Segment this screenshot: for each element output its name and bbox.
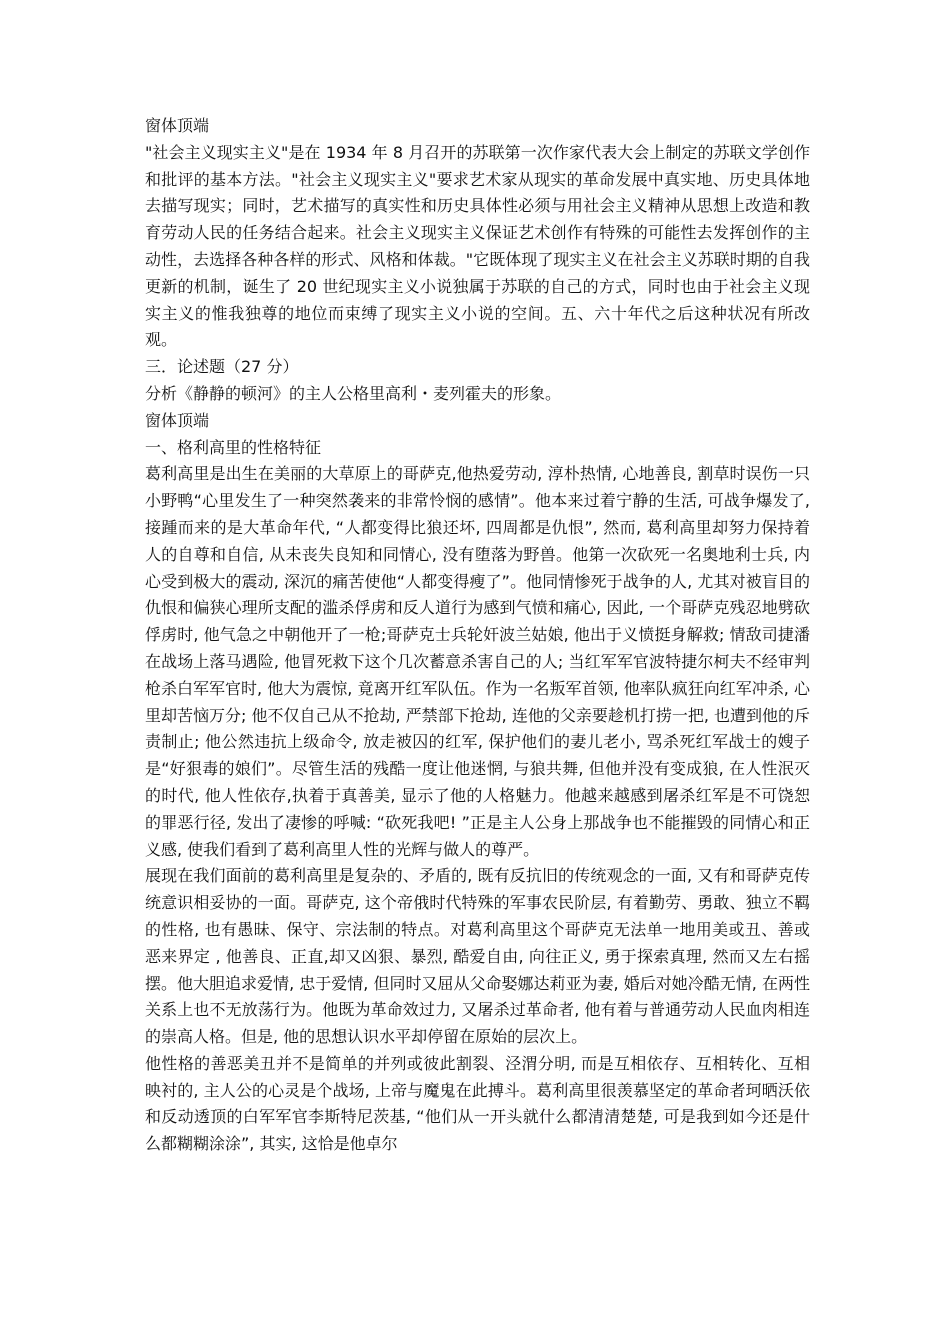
subheading-character-traits: 一、格利高里的性格特征 — [145, 437, 322, 457]
paragraph-socialist-realism: "社会主义现实主义"是在 1934 年 8 月召开的苏联第一次作家代表大会上制定的苏联文学创作和批评的基本方法。"社会主义现实主义"要求艺术家从现实的革命发展中真实地、历史具体地去描写现实；同时，艺术描写的真实性和历史具体性必须与用社会主义精神从思想上改造和教育劳动人民的任务结合起来。社会主义现实主义保证艺术创作有特殊的可能性去发挥创作的主动性，去选择各种各样的形式、风格和体裁。"它既体现了现实主义在社会主义苏联时期的自我更新的机制，诞生了 20 世纪现实主义小说独属于苏联的自己的方式，同时也由于社会主义现实主义的惟我独尊的地位而束缚了现实主义小说的空间。五、六十年代之后这种状况有所改观。 — [145, 142, 810, 350]
paragraph-traits-humanity: 葛利高里是出生在美丽的大草原上的哥萨克,他热爱劳动, 淳朴热情, 心地善良, 割草时误伤一只小野鸭“心里发生了一种突然袭来的非常怜悯的感情”。他本来过着宁静的生活, 可战争爆发了, 接踵而来的是大革命年代, “人都变得比狼还坏, 四周都是仇恨”, 然而, 葛利高里却努力保持着人的自尊和自信, 从未丧失良知和同情心, 没有堕落为野兽。他第一次砍死一名奥地利士兵, 内心受到极大的震动, 深沉的痛苦使他“人都变得瘦了”。他同情惨死于战争的人, 尤其对被盲目的仇恨和偏狭心理所支配的滥杀俘虏和反人道行为感到气愤和痛心, 因此, 一个哥萨克残忍地劈砍俘虏时, 他气急之中朝他开了一枪;哥萨克士兵轮奸波兰姑娘, 他出于义愤挺身解救; 情敌司捷潘在战场上落马遇险, 他冒死救下这个几次蓄意杀害自己的人; 当红军军官波特捷尔柯夫不经审判枪杀白军军官时, 他大为震惊, 竟离开红军队伍。作为一名叛军首领, 他率队疯狂向红军冲杀, 心里却苦恼万分; 他不仅自己从不抢劫, 严禁部下抢劫, 连他的父亲要趁机打捞一把, 也遭到他的斥责制止; 他公然违抗上级命令, 放走被囚的红军, 保护他们的妻儿老小, 骂杀死红军战士的嫂子是“好狠毒的娘们”。尽管生活的残酷一度让他迷惘, 与狼共舞, 但他并没有变成狼, 在人性泯灭的时代, 他人性依存,执着于真善美, 显示了他的人格魅力。他越来越感到屠杀红军是不可饶恕的罪恶行径, 发出了凄惨的呼喊: “砍死我吧! ”正是主人公身上那战争也不能摧毁的同情心和正义感, 使我们看到了葛利高里人性的光辉与做人的尊严。 — [145, 464, 810, 859]
paragraph-traits-contradiction: 他性格的善恶美丑并不是简单的并列或彼此割裂、泾渭分明, 而是互相依存、互相转化、互相映衬的, 主人公的心灵是个战场, 上帝与魔鬼在此搏斗。葛利高里很羡慕坚定的革命者珂晒沃依和反动透顶的白军军官李斯特尼茨基, “他们从一开头就什么都清清楚楚, 可是我到如今还是什么都糊糊涂涂”, 其实, 这恰是他卓尔 — [145, 1053, 810, 1154]
section-heading-essay: 三．论述题（27 分） — [145, 357, 299, 377]
paragraph-traits-complexity: 展现在我们面前的葛利高里是复杂的、矛盾的, 既有反抗旧的传统观念的一面, 又有和哥萨克传统意识相妥协的一面。哥萨克, 这个帝俄时代特殊的军事农民阶层, 有着勤劳、勇敢、独立不羁的性格, 也有愚昧、保守、宗法制的特点。对葛利高里这个哥萨克无法单一地用美或丑、善或恶来界定 , 他善良、正直,却又凶狠、暴烈, 酷爱自由, 向往正义, 勇于探索真理, 然而又左右摇摆。他大胆追求爱情, 忠于爱情, 但同时又屈从父命娶娜达莉亚为妻, 婚后对她冷酷无情, 在两性关系上也不无放荡行为。他既为革命效过力, 又屠杀过革命者, 他有着与普通劳动人民血肉相连的崇高人格。但是, 他的思想认识水平却停留在原始的层次上。 — [145, 866, 810, 1047]
form-top-label: 窗体顶端 — [145, 116, 210, 135]
essay-question: 分析《静静的顿河》的主人公格里高利・麦列霍夫的形象。 — [145, 383, 562, 403]
form-top-label: 窗体顶端 — [145, 410, 210, 430]
document-page — [145, 113, 810, 1158]
